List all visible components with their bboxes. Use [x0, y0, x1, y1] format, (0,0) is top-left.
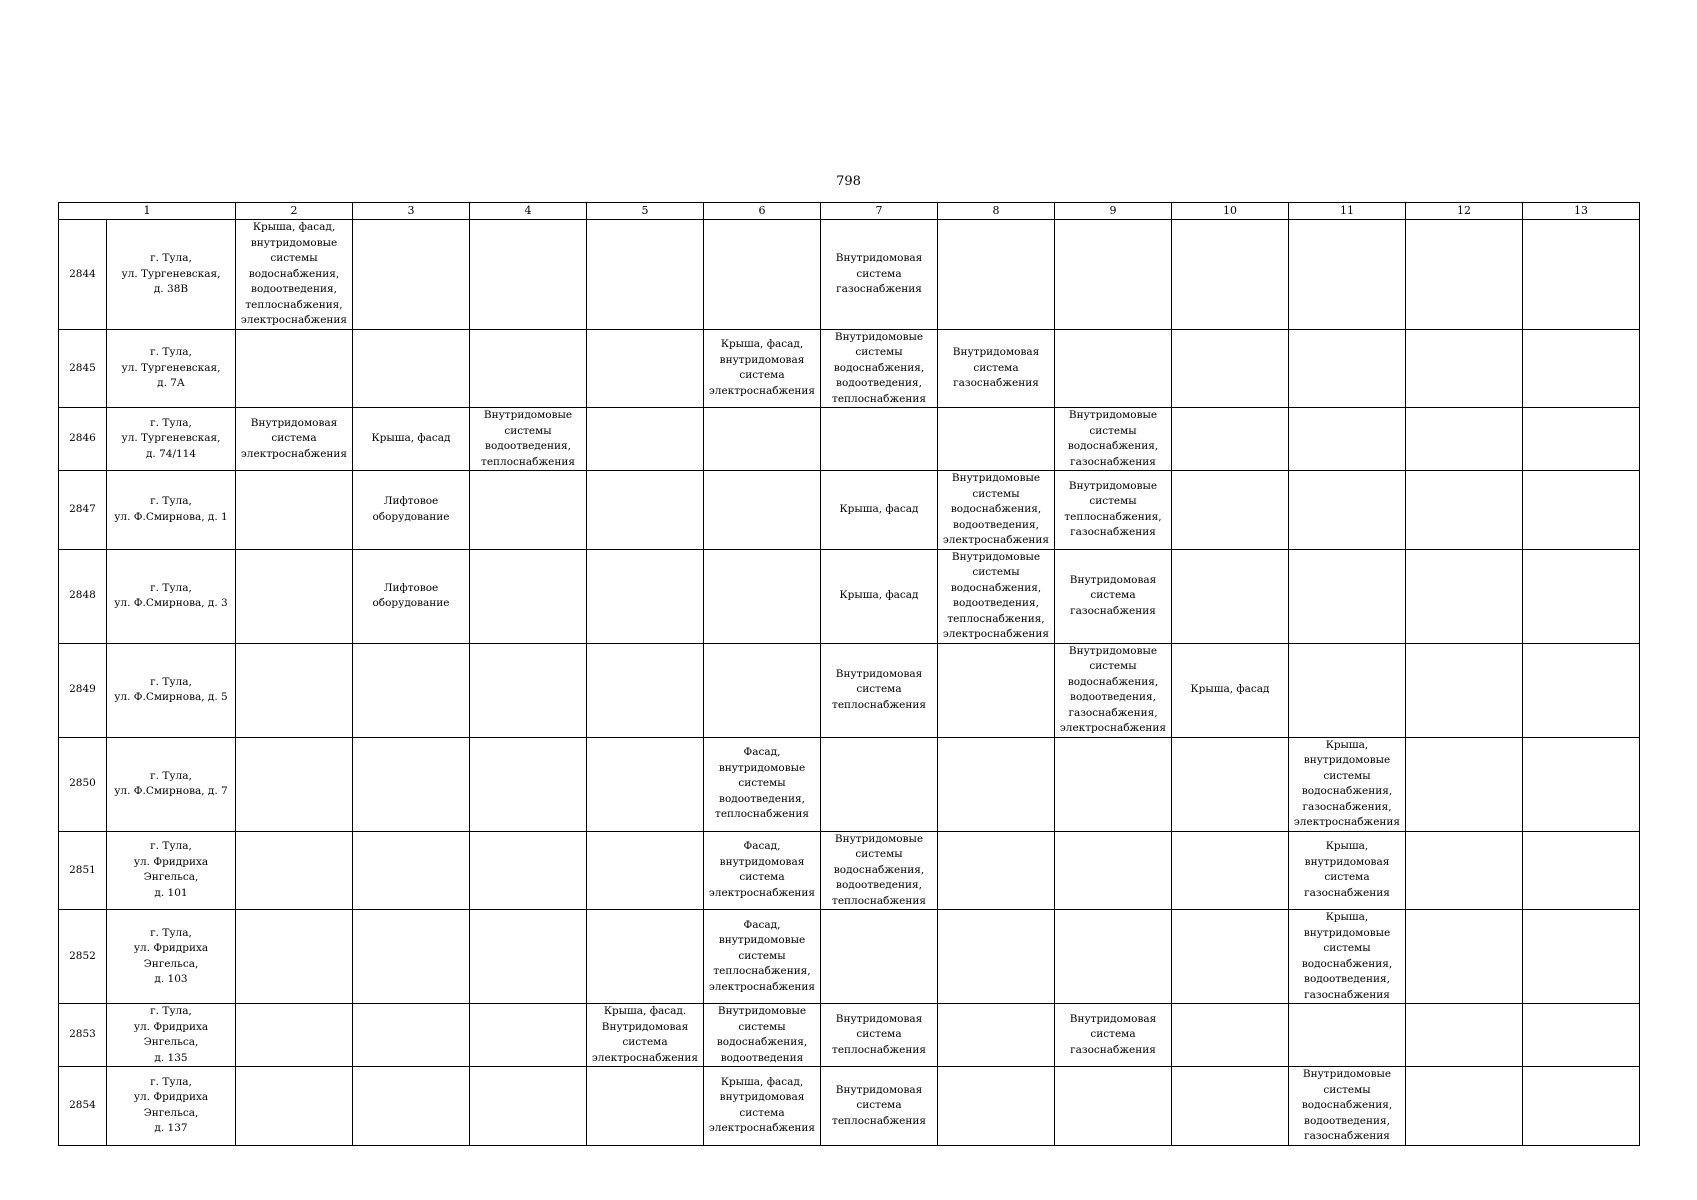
column-header: 1 [59, 203, 236, 220]
work-type-cell [1172, 220, 1289, 330]
work-type-cell: Фасад, внутридомовые системы водоотведения, теплоснабжения [704, 737, 821, 831]
work-type-cell [470, 737, 587, 831]
work-type-cell [1523, 737, 1640, 831]
column-header: 9 [1055, 203, 1172, 220]
work-type-cell [587, 408, 704, 471]
work-type-cell [353, 643, 470, 737]
row-number-cell: 2850 [59, 737, 107, 831]
work-type-cell [353, 1004, 470, 1067]
work-type-cell [704, 220, 821, 330]
work-type-cell [938, 643, 1055, 737]
work-type-cell [1523, 329, 1640, 408]
work-type-cell [704, 471, 821, 550]
work-type-cell [587, 1067, 704, 1146]
work-type-cell [353, 737, 470, 831]
work-type-cell [704, 408, 821, 471]
work-type-cell: Крыша, фасад, внутридомовая система электроснабжения [704, 329, 821, 408]
work-type-cell: Крыша, фасад, внутридомовая система электроснабжения [704, 1067, 821, 1146]
table-row [59, 220, 1640, 330]
address-cell: г. Тула, ул. Ф.Смирнова, д. 1 [107, 471, 236, 550]
work-type-cell [1289, 471, 1406, 550]
work-type-cell [236, 737, 353, 831]
work-type-cell [587, 329, 704, 408]
work-type-cell [1523, 910, 1640, 1004]
work-type-cell: Крыша, внутридомовая система газоснабжения [1289, 831, 1406, 910]
work-type-cell [1523, 1067, 1640, 1146]
work-type-cell [1406, 737, 1523, 831]
work-type-cell: Внутридомовая система газоснабжения [821, 220, 938, 330]
work-type-cell: Внутридомовые системы водоснабжения, водоотведения, газоснабжения [1289, 1067, 1406, 1146]
work-type-cell [1406, 643, 1523, 737]
work-type-cell: Внутридомовые системы водоснабжения, водоотведения [704, 1004, 821, 1067]
table-row [59, 329, 1640, 408]
work-type-cell: Крыша, фасад [1172, 643, 1289, 737]
row-number-cell: 2844 [59, 220, 107, 330]
table-row [59, 831, 1640, 910]
work-type-cell: Внутридомовые системы водоотведения, теплоснабжения [470, 408, 587, 471]
work-type-cell [1172, 1067, 1289, 1146]
work-type-cell: Крыша, внутридомовые системы водоснабжения, водоотведения, газоснабжения [1289, 910, 1406, 1004]
work-type-cell [470, 643, 587, 737]
work-type-cell [1172, 831, 1289, 910]
table-row [59, 471, 1640, 550]
work-type-cell [1406, 329, 1523, 408]
work-type-cell [1172, 737, 1289, 831]
column-header: 13 [1523, 203, 1640, 220]
work-type-cell: Внутридомовая система теплоснабжения [821, 1004, 938, 1067]
row-number-cell: 2849 [59, 643, 107, 737]
column-header: 3 [353, 203, 470, 220]
table-row [59, 1067, 1640, 1146]
work-type-cell [938, 408, 1055, 471]
work-type-cell [587, 910, 704, 1004]
column-header: 8 [938, 203, 1055, 220]
work-type-cell [1523, 643, 1640, 737]
work-type-cell [1172, 1004, 1289, 1067]
work-type-cell: Внутридомовые системы водоснабжения, водоотведения, газоснабжения, электроснабжения [1055, 643, 1172, 737]
work-type-cell [1523, 549, 1640, 643]
work-type-cell [1406, 408, 1523, 471]
work-type-cell [1523, 408, 1640, 471]
work-type-cell: Внутридомовые системы водоснабжения, газоснабжения [1055, 408, 1172, 471]
work-type-cell [1523, 471, 1640, 550]
work-type-cell [470, 910, 587, 1004]
work-type-cell [236, 549, 353, 643]
table-row [59, 1004, 1640, 1067]
work-type-cell: Внутридомовые системы водоснабжения, водоотведения, теплоснабжения [821, 831, 938, 910]
address-cell: г. Тула, ул. Фридриха Энгельса, д. 137 [107, 1067, 236, 1146]
work-type-cell [470, 831, 587, 910]
work-type-cell [587, 831, 704, 910]
address-cell: г. Тула, ул. Тургеневская, д. 7А [107, 329, 236, 408]
table-row [59, 737, 1640, 831]
work-type-cell: Фасад, внутридомовая система электроснабжения [704, 831, 821, 910]
work-type-cell [587, 643, 704, 737]
work-type-cell: Крыша, фасад [353, 408, 470, 471]
work-type-cell: Крыша, фасад. Внутридомовая система электроснабжения [587, 1004, 704, 1067]
work-type-cell [938, 1067, 1055, 1146]
work-type-cell [821, 910, 938, 1004]
column-header: 4 [470, 203, 587, 220]
work-type-cell [1172, 910, 1289, 1004]
work-type-cell [353, 220, 470, 330]
work-type-cell [1406, 1067, 1523, 1146]
column-header: 6 [704, 203, 821, 220]
work-type-cell [236, 831, 353, 910]
work-type-cell [587, 220, 704, 330]
work-type-cell [1406, 910, 1523, 1004]
column-number-header [59, 203, 1640, 220]
work-type-cell [1289, 643, 1406, 737]
work-type-cell [1172, 329, 1289, 408]
address-cell: г. Тула, ул. Ф.Смирнова, д. 3 [107, 549, 236, 643]
work-type-cell: Внутридомовая система газоснабжения [1055, 549, 1172, 643]
work-type-cell: Внутридомовые системы водоснабжения, водоотведения, теплоснабжения, электроснабжения [938, 549, 1055, 643]
work-type-cell [587, 549, 704, 643]
work-type-cell: Крыша, внутридомовые системы водоснабжения, газоснабжения, электроснабжения [1289, 737, 1406, 831]
work-type-cell: Внутридомовые системы теплоснабжения, газоснабжения [1055, 471, 1172, 550]
work-type-cell [821, 408, 938, 471]
row-number-cell: 2846 [59, 408, 107, 471]
work-type-cell [1523, 1004, 1640, 1067]
work-type-cell [938, 737, 1055, 831]
work-type-cell [1055, 910, 1172, 1004]
work-type-cell [470, 329, 587, 408]
work-type-cell [353, 831, 470, 910]
column-header: 10 [1172, 203, 1289, 220]
work-type-cell [1055, 831, 1172, 910]
work-type-cell: Фасад, внутридомовые системы теплоснабжения, электроснабжения [704, 910, 821, 1004]
work-type-cell [1406, 1004, 1523, 1067]
work-type-cell: Внутридомовая система теплоснабжения [821, 1067, 938, 1146]
address-cell: г. Тула, ул. Фридриха Энгельса, д. 135 [107, 1004, 236, 1067]
row-number-cell: 2852 [59, 910, 107, 1004]
work-type-cell [1172, 549, 1289, 643]
work-type-cell [353, 329, 470, 408]
work-type-cell [1172, 408, 1289, 471]
column-header: 11 [1289, 203, 1406, 220]
work-type-cell: Лифтовое оборудование [353, 471, 470, 550]
work-type-cell [1289, 1004, 1406, 1067]
work-type-cell [236, 471, 353, 550]
work-type-cell [938, 1004, 1055, 1067]
address-cell: г. Тула, ул. Фридриха Энгельса, д. 103 [107, 910, 236, 1004]
work-type-cell: Внутридомовые системы водоснабжения, водоотведения, теплоснабжения [821, 329, 938, 408]
work-type-cell [1055, 737, 1172, 831]
work-type-cell [587, 737, 704, 831]
work-type-cell [236, 1004, 353, 1067]
work-type-cell [236, 643, 353, 737]
work-type-cell [353, 910, 470, 1004]
work-type-cell [470, 1004, 587, 1067]
work-type-cell [1406, 220, 1523, 330]
work-type-cell [1406, 549, 1523, 643]
table-row [59, 408, 1640, 471]
address-cell: г. Тула, ул. Ф.Смирнова, д. 7 [107, 737, 236, 831]
work-type-cell [1289, 408, 1406, 471]
work-type-cell: Внутридомовая система газоснабжения [1055, 1004, 1172, 1067]
work-type-cell [587, 471, 704, 550]
work-type-cell [1406, 831, 1523, 910]
work-type-cell [470, 471, 587, 550]
work-type-cell [1523, 220, 1640, 330]
row-number-cell: 2853 [59, 1004, 107, 1067]
column-header: 5 [587, 203, 704, 220]
address-cell: г. Тула, ул. Тургеневская, д. 74/114 [107, 408, 236, 471]
row-number-cell: 2845 [59, 329, 107, 408]
work-type-cell: Внутридомовая система электроснабжения [236, 408, 353, 471]
work-type-cell [236, 910, 353, 1004]
row-number-cell: 2854 [59, 1067, 107, 1146]
row-number-cell: 2847 [59, 471, 107, 550]
work-type-cell [821, 737, 938, 831]
work-type-cell [704, 643, 821, 737]
table-row [59, 549, 1640, 643]
address-cell: г. Тула, ул. Фридриха Энгельса, д. 101 [107, 831, 236, 910]
column-header: 7 [821, 203, 938, 220]
table-row [59, 910, 1640, 1004]
work-type-cell [1289, 329, 1406, 408]
work-type-cell [470, 220, 587, 330]
work-type-cell [1289, 549, 1406, 643]
work-type-cell: Крыша, фасад [821, 471, 938, 550]
work-type-cell [938, 831, 1055, 910]
work-type-cell [1289, 220, 1406, 330]
page-number: 798 [836, 174, 861, 189]
work-type-cell: Внутридомовая система газоснабжения [938, 329, 1055, 408]
work-type-cell [1406, 471, 1523, 550]
work-type-cell: Крыша, фасад, внутридомовые системы водоснабжения, водоотведения, теплоснабжения, электроснабжения [236, 220, 353, 330]
work-type-cell [470, 549, 587, 643]
column-header: 2 [236, 203, 353, 220]
work-type-cell: Лифтовое оборудование [353, 549, 470, 643]
row-number-cell: 2851 [59, 831, 107, 910]
row-number-cell: 2848 [59, 549, 107, 643]
work-type-cell [236, 1067, 353, 1146]
work-type-cell: Внутридомовая система теплоснабжения [821, 643, 938, 737]
work-type-cell [1055, 1067, 1172, 1146]
work-type-cell [470, 1067, 587, 1146]
work-type-cell [1172, 471, 1289, 550]
work-type-cell: Внутридомовые системы водоснабжения, водоотведения, электроснабжения [938, 471, 1055, 550]
work-type-cell [1055, 329, 1172, 408]
address-cell: г. Тула, ул. Ф.Смирнова, д. 5 [107, 643, 236, 737]
work-type-cell [1523, 831, 1640, 910]
column-header: 12 [1406, 203, 1523, 220]
work-type-cell [938, 910, 1055, 1004]
table-row [59, 643, 1640, 737]
repair-schedule-table [58, 202, 1640, 1146]
work-type-cell [236, 329, 353, 408]
work-type-cell [704, 549, 821, 643]
work-type-cell [1055, 220, 1172, 330]
table-body [59, 220, 1640, 1146]
work-type-cell: Крыша, фасад [821, 549, 938, 643]
work-type-cell [353, 1067, 470, 1146]
work-type-cell [938, 220, 1055, 330]
address-cell: г. Тула, ул. Тургеневская, д. 38В [107, 220, 236, 330]
